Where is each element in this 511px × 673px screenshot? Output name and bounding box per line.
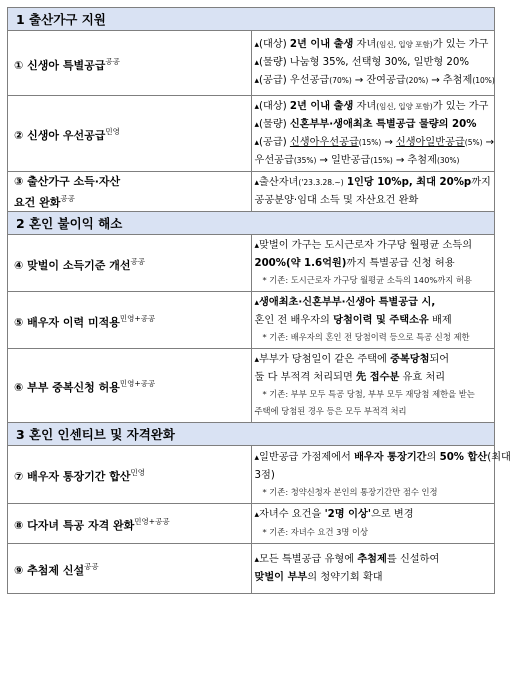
policy-desc-cell <box>251 96 495 172</box>
underlined-text: 신생아일반공급 <box>395 137 465 148</box>
item-number: ⑦ <box>14 470 24 483</box>
desc-text: 의 <box>426 451 440 463</box>
policy-row <box>8 349 495 423</box>
small-text: (임신, 입양 포함) <box>376 102 433 111</box>
small-text: (30%) <box>436 156 460 165</box>
emphasis-text: 2년 이내 출생 <box>289 39 354 50</box>
small-text: (70%) <box>329 76 352 85</box>
policy-row <box>8 446 495 504</box>
desc-text: 3점) <box>254 469 275 481</box>
desc-text: 까지 <box>471 177 491 188</box>
policy-label-cell <box>8 172 252 212</box>
footnote: * 기존: 자녀수 요건 3명 이상 <box>262 527 369 537</box>
desc-line <box>255 174 492 192</box>
item-number: ③ <box>14 174 24 188</box>
policy-desc-cell <box>251 504 495 544</box>
item-category-badge: 민영+공공 <box>119 379 156 388</box>
item-label: 신생아 특별공급 <box>27 58 106 72</box>
bullet-marker: ▴ <box>254 355 260 365</box>
footnote: * 기존: 청약신청자 본인의 통장기간만 점수 인정 <box>262 486 438 497</box>
desc-text: 으로 변경 <box>370 509 414 520</box>
item-category-badge: 공공 <box>130 256 145 266</box>
desc-text: 자녀 <box>353 101 377 112</box>
desc-line <box>255 351 492 369</box>
bullet-marker: ▴ <box>254 510 260 520</box>
bullet-marker: ▴ <box>254 40 260 50</box>
desc-line <box>255 312 492 329</box>
desc-text: 혼인 전 배우자의 <box>254 315 334 326</box>
small-text: (5%) <box>464 138 483 147</box>
desc-text: 가 있는 가구 <box>432 101 489 112</box>
policy-label-cell <box>8 544 252 594</box>
section-header-cell <box>8 8 495 31</box>
policy-label-cell <box>8 349 252 423</box>
bullet-marker: ▴ <box>254 58 260 68</box>
desc-text: 부부가 당첨일이 같은 주택에 <box>259 354 391 365</box>
desc-text: 를 신설하여 <box>386 554 440 565</box>
item-number: ⑤ <box>14 315 24 329</box>
item-number: ② <box>14 129 24 142</box>
desc-line <box>255 294 492 312</box>
item-label: 배우자 이력 미적용 <box>27 315 120 329</box>
policy-desc-cell <box>251 544 495 594</box>
desc-text: (대상) <box>259 101 290 112</box>
emphasis-text: 200%(약 1.6억원) <box>254 258 347 269</box>
item-number: ⑨ <box>14 564 24 577</box>
desc-text: (물량) <box>259 119 290 130</box>
desc-text: (공급) <box>259 137 290 148</box>
desc-text: 까지 특별공급 신청 허용 <box>346 258 455 269</box>
emphasis-text: 당첨이력 및 주택소유 <box>333 315 429 326</box>
desc-text: (최대 <box>487 451 511 463</box>
section-title: 3 혼인 인센티브 및 자격완화 <box>16 427 175 442</box>
policy-row <box>8 31 495 96</box>
arrow-glyph: → <box>384 137 393 148</box>
desc-line <box>255 116 492 134</box>
item-label: 부부 중복신청 허용 <box>27 381 120 394</box>
footnote: * 기존: 배우자의 혼인 전 당첨이력 등으로 특공 신청 제한 <box>262 332 470 342</box>
small-text: (15%) <box>358 138 382 147</box>
small-text: ('23.3.28.~) <box>298 178 344 187</box>
desc-line <box>254 134 495 152</box>
item-label: 배우자 통장기간 합산 <box>27 470 131 483</box>
desc-text: (공급) 우선공급 <box>259 75 330 86</box>
desc-line <box>254 72 495 90</box>
policy-desc-cell <box>251 292 495 349</box>
item-label: 추첨제 신설 <box>27 564 85 577</box>
bullet-marker: ▴ <box>254 102 260 112</box>
policy-desc-cell <box>251 235 495 292</box>
policy-row <box>8 544 495 594</box>
arrow-glyph: → <box>354 75 364 86</box>
item-number: ⑥ <box>14 381 24 394</box>
footnote: * 기존: 도시근로자 가구당 월평균 소득의 140%까지 허용 <box>262 275 472 285</box>
underlined-text: 신생아우선공급 <box>289 137 359 148</box>
policy-row <box>8 235 495 292</box>
desc-text: 일반공급 가점제에서 <box>259 451 355 463</box>
policy-desc-cell <box>251 31 495 96</box>
bullet-marker: ▴ <box>254 241 260 251</box>
desc-text: 모든 특별공급 유형에 <box>259 554 358 565</box>
desc-text: 자녀 <box>353 39 377 50</box>
section-title: 1 출산가구 지원 <box>16 12 106 27</box>
desc-text: 배제 <box>428 315 452 326</box>
desc-text: 추첨제 <box>407 155 437 166</box>
footnote: * 기존: 부부 모두 특공 당첨, 부부 모두 재당첨 제한을 받는 <box>262 389 475 399</box>
emphasis-text: 50% 합산 <box>439 451 488 463</box>
emphasis-text: 신혼부부·생애최초 특별공급 물량의 20% <box>289 119 477 130</box>
policy-row <box>8 292 495 349</box>
item-category-badge: 민영+공공 <box>134 517 170 526</box>
desc-line <box>255 98 492 116</box>
emphasis-text: 1인당 10%p, 최대 20%p <box>346 177 472 188</box>
emphasis-text: 추첨제 <box>357 554 387 565</box>
desc-line <box>255 54 492 72</box>
section-header-row <box>8 423 495 446</box>
item-number: ⑧ <box>14 519 24 532</box>
policy-label-cell <box>8 446 252 504</box>
desc-text: 추첨제 <box>442 75 473 86</box>
bullet-marker: ▴ <box>254 555 260 565</box>
desc-line <box>255 369 492 386</box>
policy-label-cell <box>8 235 252 292</box>
policy-row <box>8 504 495 544</box>
desc-text: 우선공급 <box>254 155 294 166</box>
desc-text: 둘 다 부적격 처리되면 <box>254 372 357 383</box>
small-text: (임신, 입양 포함) <box>376 40 433 49</box>
policy-desc-cell <box>251 349 495 423</box>
item-category-badge: 공공 <box>105 56 120 66</box>
emphasis-text: 先 접수분 <box>356 372 400 383</box>
desc-line <box>255 152 492 169</box>
policy-row <box>8 172 495 212</box>
desc-line <box>255 551 492 569</box>
bullet-marker: ▴ <box>254 120 260 130</box>
item-category-badge: 민영 <box>105 127 120 136</box>
desc-text: 출산자녀 <box>259 177 299 188</box>
desc-line <box>255 192 492 209</box>
desc-text: 공공분양·임대 소득 및 자산요건 완화 <box>254 195 419 206</box>
policy-desc-cell <box>251 446 511 504</box>
bullet-marker: ▴ <box>254 138 260 148</box>
section-title: 2 혼인 불이익 해소 <box>16 216 123 231</box>
arrow-glyph: → <box>319 155 328 166</box>
arrow-glyph: → <box>395 155 405 166</box>
small-text: (35%) <box>293 156 317 165</box>
emphasis-text: 배우자 통장기간 <box>354 451 427 463</box>
item-category-badge: 공공 <box>60 193 75 203</box>
desc-text: 자녀수 요건을 <box>259 509 325 520</box>
policy-label-cell <box>8 31 252 96</box>
emphasis-text: 맞벌이 부부 <box>254 572 308 583</box>
bullet-marker: ▴ <box>254 76 260 86</box>
desc-text: 되어 <box>429 354 450 365</box>
desc-line <box>255 36 492 54</box>
desc-text: 잔여공급 <box>366 75 406 86</box>
desc-text: (물량) 나눔형 35%, 선택형 30%, 일반형 20% <box>259 57 470 68</box>
desc-line <box>255 506 492 524</box>
desc-line <box>255 569 492 586</box>
item-label: 신생아 우선공급 <box>27 129 106 142</box>
policy-table-body <box>8 8 511 594</box>
section-header-row <box>8 8 495 31</box>
emphasis-text: 2년 이내 출생 <box>289 101 354 112</box>
item-label: 출산가구 소득·자산 <box>27 174 121 188</box>
bullet-marker: ▴ <box>254 452 260 463</box>
small-text: (10%) <box>472 76 495 85</box>
item-label: 다자녀 특공 자격 완화 <box>27 519 135 532</box>
policy-label-cell <box>8 504 252 544</box>
desc-text: 가 있는 가구 <box>432 39 489 50</box>
item-number: ① <box>14 58 24 72</box>
item-category-badge: 공공 <box>84 562 99 571</box>
emphasis-text: 생애최초·신혼부부·신생아 특별공급 시, <box>259 297 436 308</box>
emphasis-text: '2명 이상' <box>324 509 371 520</box>
small-text: (15%) <box>370 156 393 165</box>
bullet-marker: ▴ <box>254 178 260 188</box>
item-category-badge: 민영 <box>130 468 145 477</box>
desc-line <box>254 449 511 467</box>
section-header-cell <box>8 212 495 235</box>
arrow-glyph: → <box>485 137 495 148</box>
desc-line <box>255 255 492 272</box>
footnote-line2: 주택에 당첨된 경우 등은 모두 부적격 처리 <box>254 406 407 416</box>
desc-text: 유효 처리 <box>399 372 446 383</box>
emphasis-text: 중복당첨 <box>390 354 430 365</box>
section-header-row <box>8 212 495 235</box>
policy-row <box>8 96 495 172</box>
section-header-cell <box>8 423 495 446</box>
bullet-marker: ▴ <box>254 298 260 308</box>
desc-text: 의 청약기회 확대 <box>307 572 383 583</box>
item-label: 맞벌이 소득기준 개선 <box>27 258 131 272</box>
small-text: (20%) <box>405 76 429 85</box>
policy-desc-cell <box>251 172 495 212</box>
desc-line <box>255 467 492 484</box>
desc-text: 맞벌이 가구는 도시근로자 가구당 월평균 소득의 <box>259 240 473 251</box>
item-label-line2: 요건 완화 <box>14 195 61 209</box>
desc-text: (대상) <box>259 39 290 50</box>
desc-text: 일반공급 <box>330 155 371 166</box>
policy-table <box>7 7 511 594</box>
item-number: ④ <box>14 258 24 272</box>
policy-label-cell <box>8 96 252 172</box>
item-category-badge: 민영+공공 <box>119 313 156 323</box>
arrow-glyph: → <box>431 75 440 86</box>
policy-table-container <box>7 7 511 594</box>
policy-label-cell <box>8 292 252 349</box>
desc-line <box>255 237 492 255</box>
